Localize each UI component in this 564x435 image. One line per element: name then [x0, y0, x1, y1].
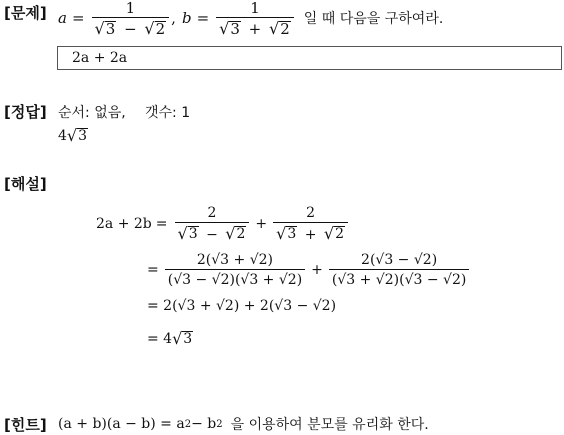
answer-heading: [정답] — [4, 103, 47, 121]
comma: , — [171, 9, 176, 27]
equals-sign: = — [71, 9, 85, 27]
variable-b: b — [181, 9, 192, 27]
problem-heading: [문제] — [4, 4, 47, 22]
equals-sign: = — [196, 9, 210, 27]
answer-order: 순서: 없음, — [58, 105, 126, 121]
variable-a: a — [58, 9, 67, 27]
fraction-b-numerator: 1 — [250, 0, 260, 17]
problem-statement — [58, 0, 443, 36]
solution-line-1: 2a + 2b = 2 √ 3 − √ 2 + 2 √ 3 + √ 2 — [96, 204, 350, 244]
solution-line-3: = 2(√3 + √2) + 2(√3 − √2) — [147, 298, 337, 314]
answer-count: 갯수: 1 — [145, 105, 191, 121]
fraction-a-numerator: 1 — [125, 0, 136, 17]
expression-box — [57, 46, 562, 70]
answer-value: 4 √ 3 — [58, 126, 88, 145]
fraction-a-denominator: √ 3 − √ 2 — [92, 17, 170, 37]
solution-line-4: = 4 √ 3 — [147, 329, 193, 348]
solution-line-2: = $\frac{2(√3 + √2)}{(√3 - √2)(√3 + √2)}$ + $\frac{2(√3 - √2)}{(√3 + √2)(√3 - √2)}$ — [147, 250, 471, 290]
expression-text: 2a + 2a — [72, 50, 128, 66]
solution-heading: [해설] — [4, 175, 47, 193]
fraction-b-denominator: √ 3 + √ 2 — [216, 17, 294, 37]
problem-instruction: 일 때 다음을 구하여라. — [303, 11, 444, 27]
hint-heading: [힌트] — [4, 416, 47, 434]
fraction-a — [92, 0, 170, 37]
fraction-b — [216, 0, 294, 37]
hint-text: (a + b)(a − b) = a 2 − b 2 을 이용하여 분모를 유리화 한다. — [58, 416, 429, 433]
